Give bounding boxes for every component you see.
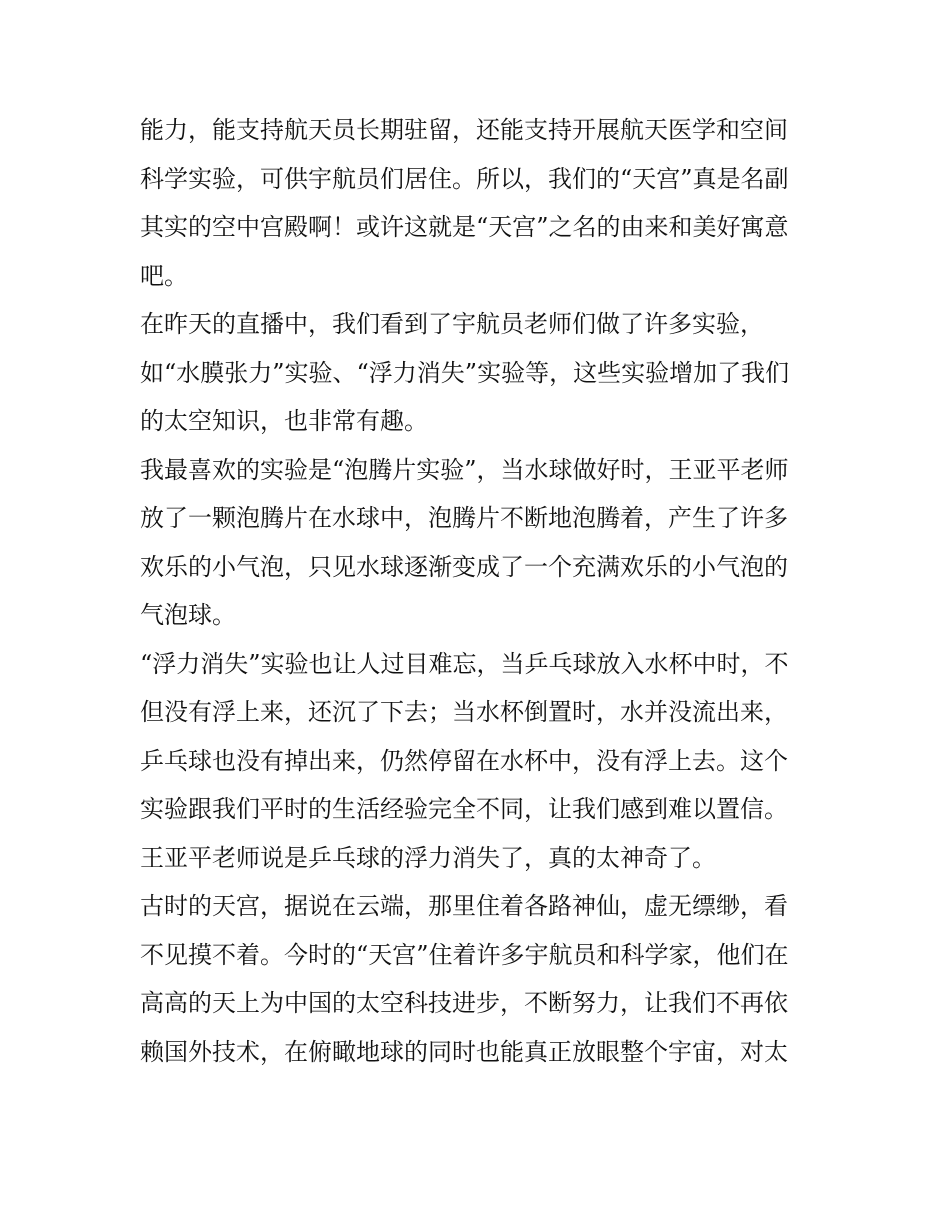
- document-body: [140, 106, 820, 1076]
- text-line: 如“水膜张力”实验、“浮力消失”实验等，这些实验增加了我们: [140, 358, 790, 387]
- text-line: 王亚平老师说是乒乓球的浮力消失了，真的太神奇了。: [140, 843, 716, 872]
- text-line: “浮力消失”实验也让人过目难忘，当乒乓球放入水杯中时，不: [140, 649, 789, 678]
- text-line: 科学实验，可供宇航员们居住。所以，我们的“天宫”真是名副: [140, 164, 789, 193]
- text-line: 在昨天的直播中，我们看到了宇航员老师们做了许多实验，: [140, 310, 764, 338]
- text-line: 古时的天宫，据说在云端，那里住着各路神仙，虚无缥缈，看: [140, 892, 788, 920]
- text-line: 不见摸不着。今时的“天宫”住着许多宇航员和科学家，他们在: [140, 940, 789, 969]
- text-line: 高高的天上为中国的太空科技进步，不断努力，让我们不再依: [140, 989, 788, 1017]
- text-line: 实验跟我们平时的生活经验完全不同，让我们感到难以置信。: [140, 795, 788, 823]
- text-line: 吧。: [140, 261, 188, 290]
- text-line: 但没有浮上来，还沉了下去；当水杯倒置时，水并没流出来，: [140, 698, 788, 726]
- text-line: 赖国外技术，在俯瞰地球的同时也能真正放眼整个宇宙，对太: [140, 1037, 788, 1066]
- text-line: 我最喜欢的实验是“泡腾片实验”，当水球做好时，王亚平老师: [140, 455, 789, 484]
- text-line: 能力，能支持航天员长期驻留，还能支持开展航天医学和空间: [140, 116, 788, 144]
- text-line: 乒乓球也没有掉出来，仍然停留在水杯中，没有浮上去。这个: [140, 746, 788, 775]
- text-line: 气泡球。: [140, 601, 236, 629]
- text-line: 欢乐的小气泡，只见水球逐渐变成了一个充满欢乐的小气泡的: [140, 552, 788, 581]
- text-line: 放了一颗泡腾片在水球中，泡腾片不断地泡腾着，产生了许多: [140, 504, 788, 532]
- text-line: 的太空知识，也非常有趣。: [140, 407, 428, 435]
- text-line: 其实的空中宫殿啊！或许这就是“天宫”之名的由来和美好寓意: [140, 213, 789, 241]
